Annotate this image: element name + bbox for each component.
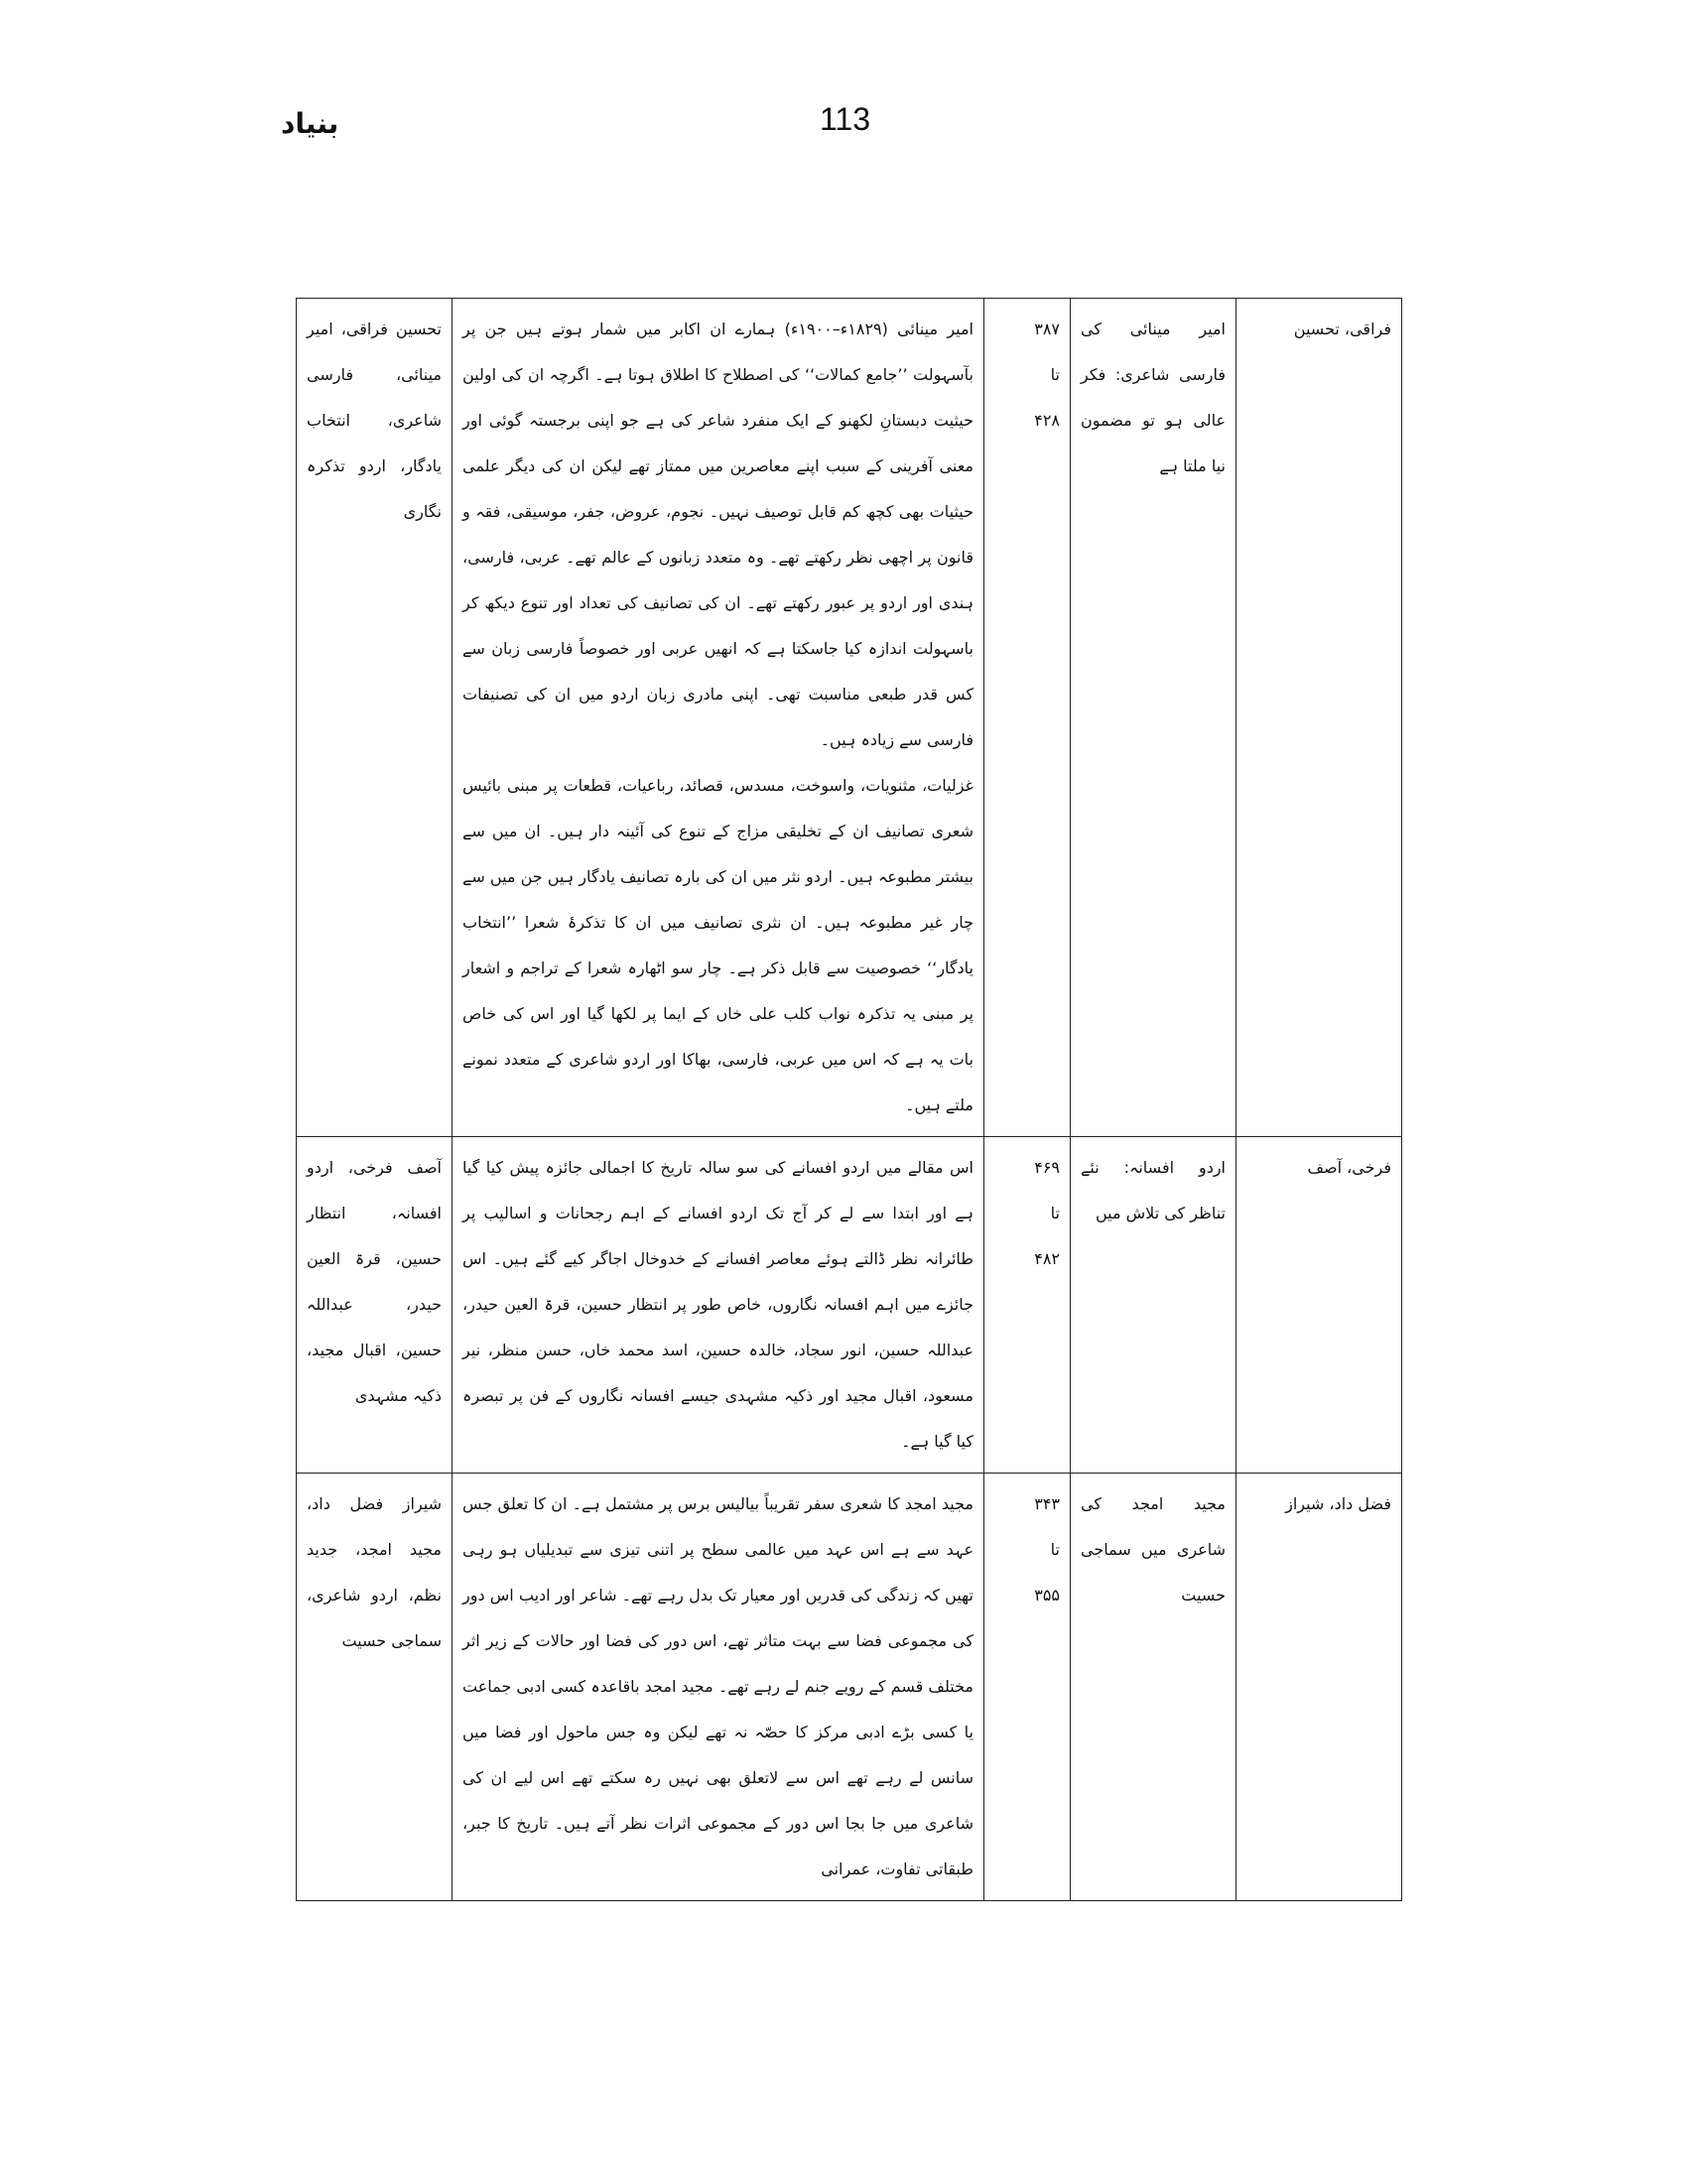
page-separator: تا <box>1050 365 1060 384</box>
page-start: ۳۸۷ <box>1034 320 1060 338</box>
index-table <box>296 298 1402 1901</box>
page-start: ۴۶۹ <box>1034 1158 1060 1177</box>
pages-cell <box>984 1137 1071 1474</box>
summary-cell <box>453 299 984 1137</box>
page-start: ۳۴۳ <box>1034 1494 1060 1513</box>
author-cell: فراقی، تحسین <box>1236 299 1402 1137</box>
page-end: ۴۸۲ <box>1034 1249 1060 1268</box>
page-end: ۴۲۸ <box>1034 411 1060 430</box>
table-row <box>297 299 1402 1137</box>
author-cell: فرخی، آصف <box>1236 1137 1402 1474</box>
summary-paragraph: مجید امجد کا شعری سفر تقریباً بیالیس برس پر مشتمل ہے۔ ان کا تعلق جس عہد سے ہے اس عہد میں عالمی سطح پر اتنی تیزی سے تبدیلیاں ہو رہی تھیں کہ زندگی کی قدریں اور معیار تک بدل رہے تھے۔ شاعر اور ادیب اس دور کی مجموعی فضا سے بہت متاثر تھے، اس دور کی فضا اور حالات کے زیر اثر مختلف قسم کے رویے جنم لے رہے تھے۔ مجید امجد باقاعدہ کسی ادبی جماعت یا کسی بڑے ادبی مرکز کا حصّہ نہ تھے لیکن وہ جس ماحول اور فضا میں سانس لے رہے تھے اس سے لاتعلق بھی نہیں رہ سکتے تھے اس لیے ان کی شاعری میں جا بجا اس دور کے مجموعی اثرات نظر آتے ہیں۔ تاریخ کا جبر، طبقاتی تفاوت، عمرانی <box>462 1494 974 1878</box>
title-cell: امیر مینائی کی فارسی شاعری: فکر عالی ہو تو مضمون نیا ملتا ہے <box>1071 299 1236 1137</box>
keywords-cell: آصف فرخی، اردو افسانہ، انتظار حسین، قرۃ العین حیدر، عبداللہ حسین، اقبال مجید، ذکیہ مشہدی <box>297 1137 453 1474</box>
page-separator: تا <box>1050 1204 1060 1222</box>
keywords-cell: تحسین فراقی، امیر مینائی، فارسی شاعری، انتخاب یادگار، اردو تذکرہ نگاری <box>297 299 453 1137</box>
summary-paragraph: امیر مینائی (۱۸۲۹ء–۱۹۰۰ء) ہمارے ان اکابر میں شمار ہوتے ہیں جن پر بآسہولت ’’جامع کمالات‘‘ کی اصطلاح کا اطلاق ہوتا ہے۔ اگرچہ ان کی اولین حیثیت دبستانِ لکھنو کے ایک منفرد شاعر کی ہے جو اپنی برجستہ گوئی اور معنی آفرینی کے سبب اپنے معاصرین میں ممتاز تھے لیکن ان کی دیگر علمی حیثیات بھی کچھ کم قابل توصیف نہیں۔ نجوم، عروض، جفر، موسیقی، فقہ و قانون پر اچھی نظر رکھتے تھے۔ وہ متعدد زبانوں کے عالم تھے۔ عربی، فارسی، ہندی اور اردو پر عبور رکھتے تھے۔ ان کی تصانیف کی تعداد اور تنوع دیکھ کر باسہولت اندازہ کیا جاسکتا ہے کہ انھیں عربی اور خصوصاً فارسی زبان سے کس قدر طبعی مناسبت تھی۔ اپنی مادری زبان اردو میں ان کی تصنیفات فارسی سے زیادہ ہیں۔ <box>462 320 974 749</box>
pages-cell <box>984 299 1071 1137</box>
page-end: ۳۵۵ <box>1034 1586 1060 1605</box>
author-cell: فضل داد، شیراز <box>1236 1474 1402 1901</box>
summary-cell <box>453 1137 984 1474</box>
keywords-cell: شیراز فضل داد، مجید امجد، جدید نظم، اردو شاعری، سماجی حسیت <box>297 1474 453 1901</box>
title-cell: مجید امجد کی شاعری میں سماجی حسیت <box>1071 1474 1236 1901</box>
page-separator: تا <box>1050 1540 1060 1559</box>
title-cell: اردو افسانہ: نئے تناظر کی تلاش میں <box>1071 1137 1236 1474</box>
summary-cell <box>453 1474 984 1901</box>
pages-cell <box>984 1474 1071 1901</box>
summary-paragraph: اس مقالے میں اردو افسانے کی سو سالہ تاریخ کا اجمالی جائزہ پیش کیا گیا ہے اور ابتدا سے لے کر آج تک اردو افسانے کے اہم رجحانات و اسالیب پر طائرانہ نظر ڈالتے ہوئے معاصر افسانے کے خدوخال اجاگر کیے گئے ہیں۔ اس جائزے میں اہم افسانہ نگاروں، خاص طور پر انتظار حسین، قرۃ العین حیدر، عبداللہ حسین، انور سجاد، خالدہ حسین، اسد محمد خاں، حسن منظر، نیر مسعود، اقبال مجید اور ذکیہ مشہدی جیسے افسانہ نگاروں کے فن پر تبصرہ کیا گیا ہے۔ <box>462 1158 974 1451</box>
summary-paragraph: غزلیات، مثنویات، واسوخت، مسدس، قصائد، رباعیات، قطعات پر مبنی بائیس شعری تصانیف ان کے تخلیقی مزاج کے تنوع کی آئینہ دار ہیں۔ ان میں سے بیشتر مطبوعہ ہیں۔ اردو نثر میں ان کی بارہ تصانیف یادگار ہیں جن میں سے چار غیر مطبوعہ ہیں۔ ان نثری تصانیف میں ان کا تذکرۂ شعرا ’’انتخاب یادگار‘‘ خصوصیت سے قابل ذکر ہے۔ چار سو اٹھارہ شعرا کے تراجم و اشعار پر مبنی یہ تذکرہ نواب کلب علی خاں کے ایما پر لکھا گیا اور اس کی خاص بات یہ ہے کہ اس میں عربی، فارسی، بھاکا اور اردو شاعری کے متعدد نمونے ملتے ہیں۔ <box>462 776 974 1114</box>
journal-name: بنیاد <box>281 107 339 140</box>
table-row <box>297 1137 1402 1474</box>
table-row <box>297 1474 1402 1901</box>
page-number: 113 <box>820 101 871 137</box>
